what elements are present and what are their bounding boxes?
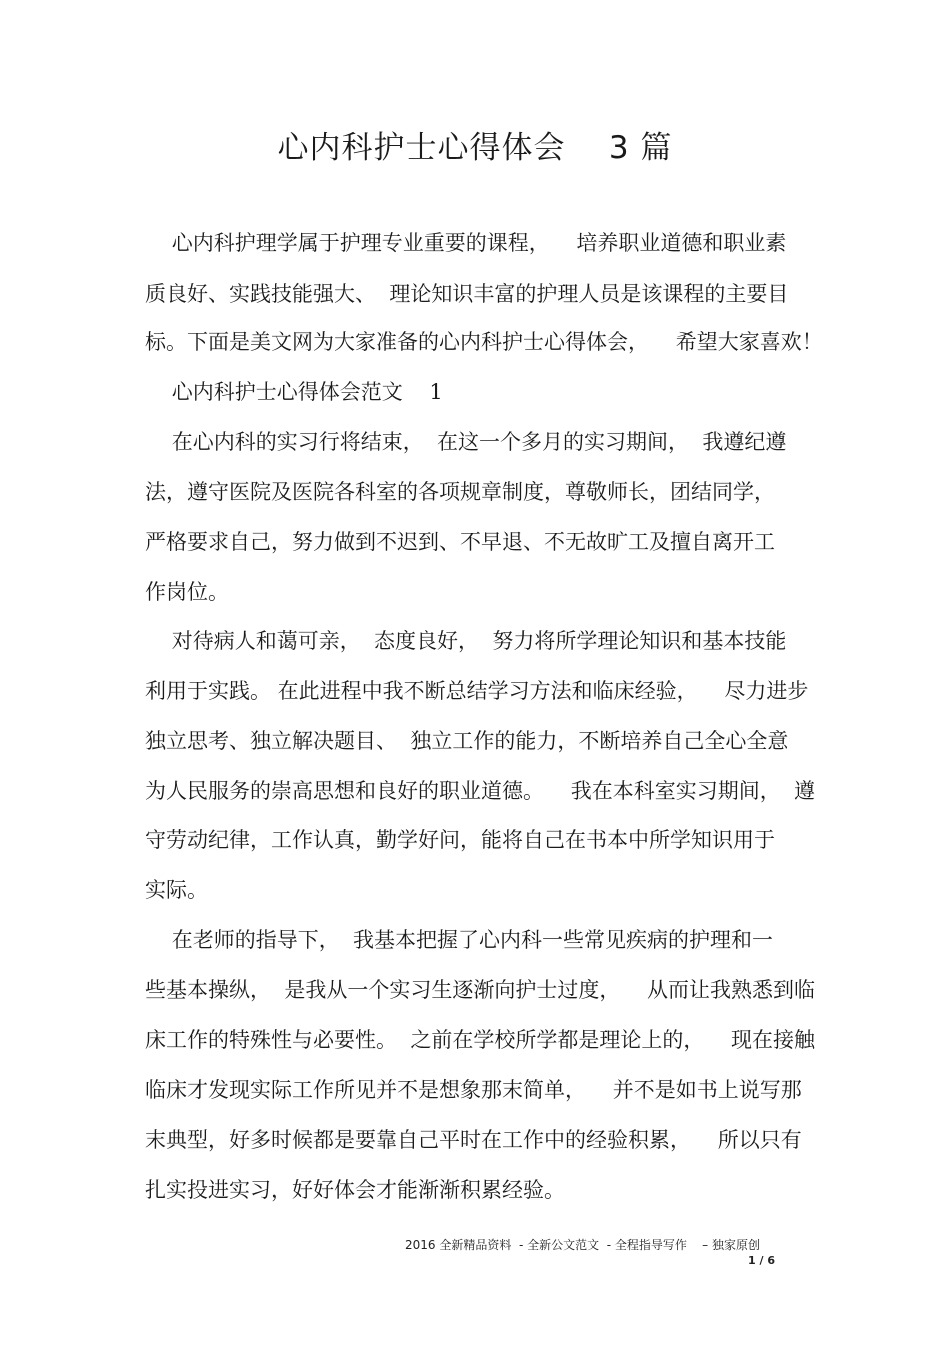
text-line: 心内科护士心得体会范文 1 (145, 380, 443, 404)
text-line: 在心内科的实习行将结束， 在这一个多月的实习期间， 我遵纪遵 (145, 430, 787, 454)
text-line: 实际。 (145, 878, 208, 902)
text-line: 严格要求自己，努力做到不迟到、不早退、不无故旷工及擅自离开工 (145, 530, 775, 554)
text-line: 质良好、实践技能强大、 理论知识丰富的护理人员是该课程的主要目 (145, 282, 789, 306)
text-line: 标。下面是美文网为大家准备的心内科护士心得体会， 希望大家喜欢！ (145, 330, 823, 354)
text-line: 在老师的指导下， 我基本把握了心内科一些常见疾病的护理和一 (145, 928, 774, 952)
text-line: 法，遵守医院及医院各科室的各项规章制度，尊敬师长，团结同学， (145, 480, 775, 504)
text-line: 对待病人和蔼可亲， 态度良好， 努力将所学理论知识和基本技能 (145, 629, 787, 653)
text-line: 利用于实践。 在此进程中我不断总结学习方法和临床经验， 尽力进步 (145, 679, 809, 703)
text-line: 为人民服务的崇高思想和良好的职业道德。 我在本科室实习期间， 遵 (145, 779, 816, 803)
text-line: 些基本操纵， 是我从一个实习生逐渐向护士过度， 从而让我熟悉到临 (145, 978, 816, 1002)
page-footer: 2016 全新精品资料 - 全新公文范文 - 全程指导写作 – 独家原创 (405, 1238, 760, 1252)
text-line: 临床才发现实际工作所见并不是想象那末简单， 并不是如书上说写那 (145, 1078, 802, 1102)
text-line: 心内科护理学属于护理专业重要的课程， 培养职业道德和职业素 (145, 231, 787, 255)
text-line: 守劳动纪律，工作认真，勤学好问，能将自己在书本中所学知识用于 (145, 828, 775, 852)
text-line: 末典型，好多时候都是要靠自己平时在工作中的经验积累， 所以只有 (145, 1128, 802, 1152)
document-title: 心内科护士心得体会 3 篇 (277, 130, 673, 166)
text-line: 扎实投进实习，好好体会才能渐渐积累经验。 (145, 1178, 565, 1202)
text-line: 独立思考、独立解决题目、 独立工作的能力，不断培养自己全心全意 (145, 729, 789, 753)
text-line: 床工作的特殊性与必要性。 之前在学校所学都是理论上的， 现在接触 (145, 1028, 816, 1052)
text-line: 作岗位。 (145, 580, 229, 604)
page-number: 1 / 6 (748, 1254, 775, 1267)
